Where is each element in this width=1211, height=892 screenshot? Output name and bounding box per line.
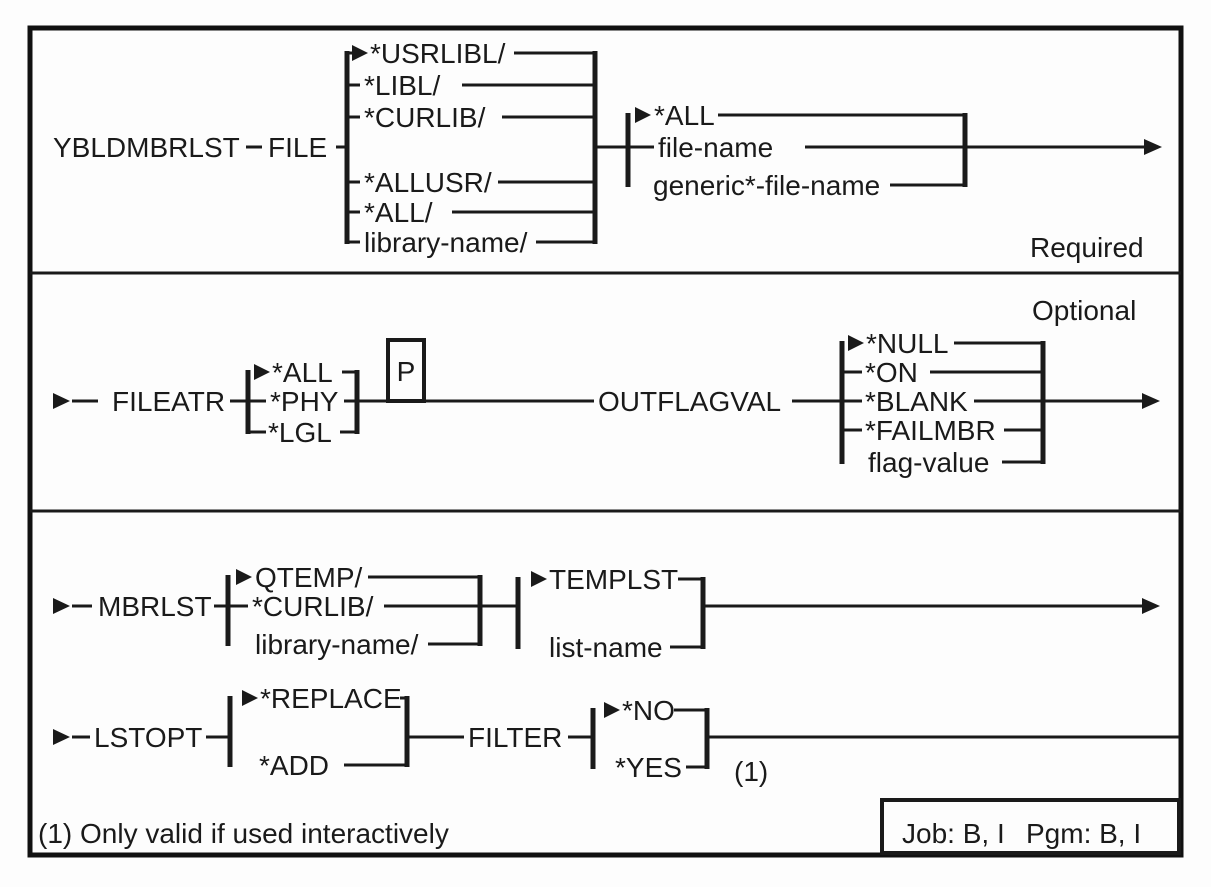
default-arrow-icon bbox=[604, 702, 620, 718]
lstopt-option-add: *ADD bbox=[259, 750, 330, 781]
file-lib-option-library-name: library-name/ bbox=[364, 227, 528, 258]
pgm-label: Pgm: B, I bbox=[1026, 818, 1142, 849]
outflagval-option-blank: *BLANK bbox=[865, 386, 968, 417]
command-name: YBLDMBRLST bbox=[53, 132, 240, 163]
continue-arrow-icon bbox=[1142, 598, 1160, 614]
row-start-arrow-icon bbox=[53, 393, 70, 409]
file-lib-option-allusr: *ALLUSR/ bbox=[364, 167, 492, 198]
file-option-file-name: file-name bbox=[658, 132, 774, 163]
fileatr-option-phy: *PHY bbox=[270, 386, 339, 417]
filter-option-yes: *YES bbox=[615, 752, 682, 783]
mbrlst-keyword: MBRLST bbox=[98, 591, 212, 622]
fileatr-option-all: *ALL bbox=[272, 357, 333, 388]
job-label: Job: B, I bbox=[902, 818, 1005, 849]
filter-option-no: *NO bbox=[622, 695, 675, 726]
outflagval-option-flag-value: flag-value bbox=[868, 447, 990, 478]
lstopt-filter-row bbox=[53, 683, 1179, 787]
default-arrow-icon bbox=[236, 569, 252, 585]
fileatr-outflagval-row bbox=[53, 295, 1160, 478]
mbrlst-list-option-templst: TEMPLST bbox=[549, 564, 679, 595]
file-parameter-row bbox=[53, 38, 1162, 263]
file-lib-option-all: *ALL/ bbox=[364, 197, 433, 228]
mbrlst-list-option-list-name: list-name bbox=[549, 632, 663, 663]
outflagval-option-failmbr: *FAILMBR bbox=[865, 415, 996, 446]
default-arrow-icon bbox=[352, 45, 368, 61]
mbrlst-lib-option-curlib: *CURLIB/ bbox=[252, 591, 374, 622]
lstopt-keyword: LSTOPT bbox=[94, 722, 203, 753]
file-option-generic: generic*-file-name bbox=[653, 170, 881, 201]
fileatr-keyword: FILEATR bbox=[112, 386, 226, 417]
optional-label: Optional bbox=[1032, 295, 1137, 326]
continue-arrow-icon bbox=[1142, 393, 1160, 409]
outflagval-option-null: *NULL bbox=[866, 328, 949, 359]
default-arrow-icon bbox=[635, 107, 651, 123]
file-keyword: FILE bbox=[268, 132, 328, 163]
filter-footnote-ref: (1) bbox=[734, 756, 769, 787]
mbrlst-parameter-row bbox=[53, 562, 1160, 663]
default-arrow-icon bbox=[848, 335, 864, 351]
file-lib-option-curlib: *CURLIB/ bbox=[364, 102, 486, 133]
outflagval-keyword: OUTFLAGVAL bbox=[598, 386, 782, 417]
mbrlst-lib-option-library-name: library-name/ bbox=[255, 629, 419, 660]
outflagval-option-on: *ON bbox=[865, 357, 918, 388]
p-marker: P bbox=[396, 356, 416, 387]
continue-arrow-icon bbox=[1144, 139, 1162, 155]
footnote-text: (1) Only valid if used interactively bbox=[38, 818, 449, 849]
row-start-arrow-icon bbox=[53, 598, 70, 614]
default-arrow-icon bbox=[242, 690, 258, 706]
lstopt-option-replace: *REPLACE bbox=[260, 683, 402, 714]
file-option-all: *ALL bbox=[654, 100, 715, 131]
default-arrow-icon bbox=[254, 364, 270, 380]
footer bbox=[38, 800, 1179, 853]
file-lib-option-usrlibl: *USRLIBL/ bbox=[370, 38, 506, 69]
default-arrow-icon bbox=[531, 571, 547, 587]
file-lib-option-libl: *LIBL/ bbox=[364, 70, 441, 101]
required-label: Required bbox=[1030, 232, 1144, 263]
row-start-arrow-icon bbox=[53, 729, 70, 745]
mbrlst-lib-option-qtemp: QTEMP/ bbox=[255, 562, 363, 593]
fileatr-option-lgl: *LGL bbox=[268, 417, 332, 448]
filter-keyword: FILTER bbox=[468, 722, 563, 753]
